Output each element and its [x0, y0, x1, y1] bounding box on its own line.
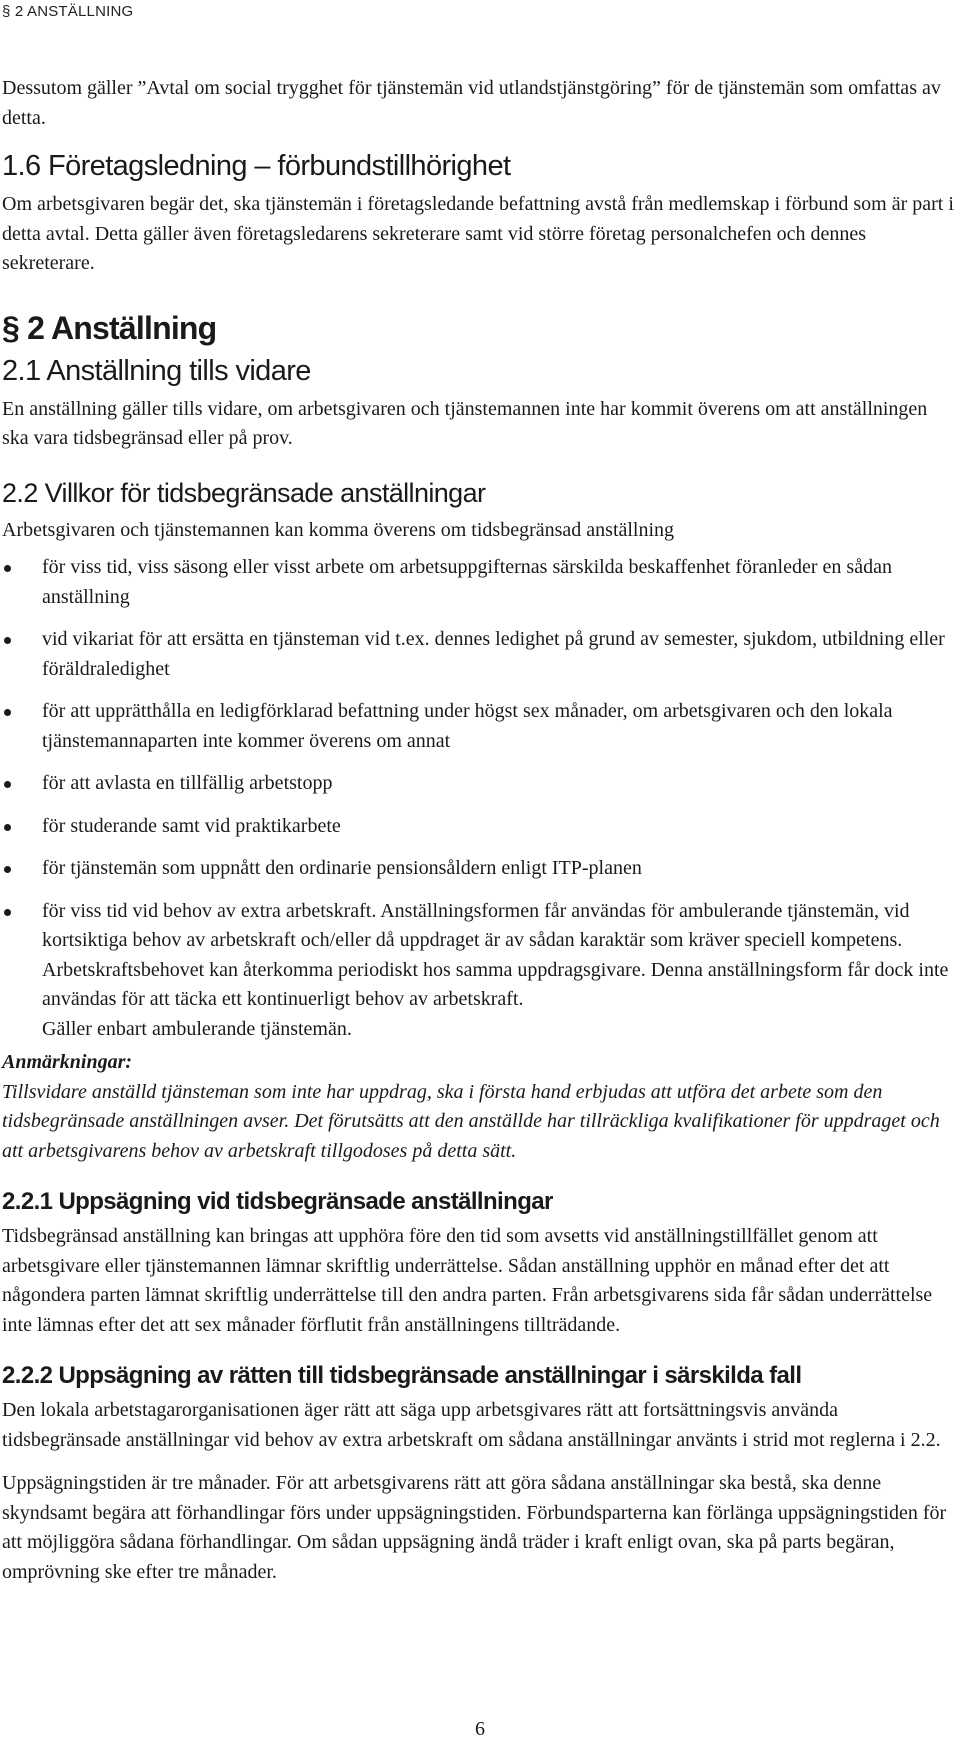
paragraph-2-2-lead: Arbetsgivaren och tjänstemannen kan komma överens om tidsbegränsad anställning	[2, 518, 675, 541]
bullet-icon	[4, 866, 11, 873]
page-number: 6	[475, 1718, 485, 1740]
list-item: för viss tid, viss säsong eller visst arbete om arbetsuppgifternas särskilda beskaffenhet föranleder en sådan anställning	[2, 553, 954, 612]
list-item: för tjänstemän som uppnått den ordinarie pensionsåldern enligt ITP‑planen	[2, 854, 954, 884]
paragraph-2-2-2-b: Uppsägningstiden är tre månader. För att arbetsgivarens rätt att göra sådana anställningar ska bestå, ska denne skyndsamt begära att förhandlingar förs under uppsägningstiden. Förbundsparterna kan förlänga uppsägningstiden för att möjliggöra sådana förhandlingar. Om sådan uppsägning ändå träder i kraft enligt ovan, ska på parts begäran, omprövning ske efter tre månader.	[2, 1472, 947, 1583]
bullet-icon	[4, 709, 11, 716]
note-text: Tillsvidare anställd tjänsteman som inte har uppdrag, ska i första hand erbjudas att utföra det arbete som den tidsbegränsade anställningen avser. Det förutsätts att den anställde har tillräckliga kvalifikationer för uppdraget och att arbetsgivarens behov av arbetskraft tillgodoses på detta sätt.	[2, 1080, 940, 1162]
list-item: för studerande samt vid praktikarbete	[2, 812, 954, 842]
running-header: § 2 ANSTÄLLNING	[2, 3, 134, 20]
heading-1-6: 1.6 Företagsledning – förbundstillhörighet	[2, 150, 511, 182]
bullet-list-2-2	[2, 553, 954, 1044]
bullet-icon	[4, 781, 11, 788]
bullet-icon	[4, 565, 11, 572]
bullet-icon	[4, 824, 11, 831]
paragraph-2-2-2-a: Den lokala arbetstagarorganisationen äger rätt att säga upp arbetsgivares rätt att fortsättningsvis använda tidsbegränsade anställningar vid behov av extra arbetskraft om sådana anställningar använts i strid mot reglerna i 2.2.	[2, 1399, 941, 1451]
list-item: för viss tid vid behov av extra arbetskraft. Anställningsformen får användas för ambulerande tjänstemän, vid kortsiktiga behov av arbetskraft och/eller då uppdraget är av sådan karaktär som kräver speciell kompetens. Arbetskraftsbehovet kan återkomma periodiskt hos samma uppdragsgivare. Denna anställningsform får dock inte användas för att täcka ett kontinuerligt behov av arbetskraft. Gäller enbart ambulerande tjänstemän.	[2, 897, 954, 1045]
heading-2-2-2: 2.2.2 Uppsägning av rätten till tidsbegränsade anställningar i särskilda fall	[2, 1362, 802, 1389]
heading-section-2: § 2 Anställning	[2, 309, 217, 346]
list-item: för att avlasta en tillfällig arbetstopp	[2, 769, 954, 799]
page-content	[2, 74, 954, 1587]
paragraph-1-6: Om arbetsgivaren begär det, ska tjänstemän i företagsledande befattning avstå från medlemskap i förbund som är part i detta avtal. Detta gäller även företagsledarens sekreterare samt vid större företag personalchefen och dennes sekreterare.	[2, 193, 954, 274]
intro-paragraph: Dessutom gäller ”Avtal om social trygghet för tjänstemän vid utlandstjänstgöring” för de tjänstemän som omfattas av detta.	[2, 77, 941, 129]
bullet-extra-line: Gäller enbart ambulerande tjänstemän.	[42, 1017, 352, 1040]
bullet-icon	[4, 637, 11, 644]
heading-2-2: 2.2 Villkor för tidsbegränsade anställningar	[2, 477, 486, 508]
heading-2-2-1: 2.2.1 Uppsägning vid tidsbegränsade anställningar	[2, 1188, 553, 1215]
paragraph-2-1: En anställning gäller tills vidare, om arbetsgivaren och tjänstemannen inte har kommit överens om att anställningen ska vara tidsbegränsad eller på prov.	[2, 397, 928, 449]
list-item: vid vikariat för att ersätta en tjänsteman vid t.ex. dennes ledighet på grund av semester, sjukdom, utbildning eller föräldraledighet	[2, 625, 954, 684]
heading-2-1: 2.1 Anställning tills vidare	[2, 354, 311, 387]
paragraph-2-2-1: Tidsbegränsad anställning kan bringas att upphöra före den tid som avsetts vid anställningstillfället genom att arbetsgivare eller tjänstemannen lämnar skriftlig underrättelse. Sådan anställning upphör en månad efter det att någondera parten lämnat skriftlig underrättelse till den andra parten. Från arbetsgivarens sida får sådan underrättelse inte lämnas efter det att sex månader förflutit från anställningens tillträdande.	[2, 1225, 933, 1336]
note-label: Anmärkningar:	[2, 1051, 133, 1073]
bullet-icon	[4, 909, 11, 916]
list-item: för att upprätthålla en ledigförklarad befattning under högst sex månader, om arbetsgivaren och den lokala tjänstemannaparten inte kommer överens om annat	[2, 697, 954, 756]
